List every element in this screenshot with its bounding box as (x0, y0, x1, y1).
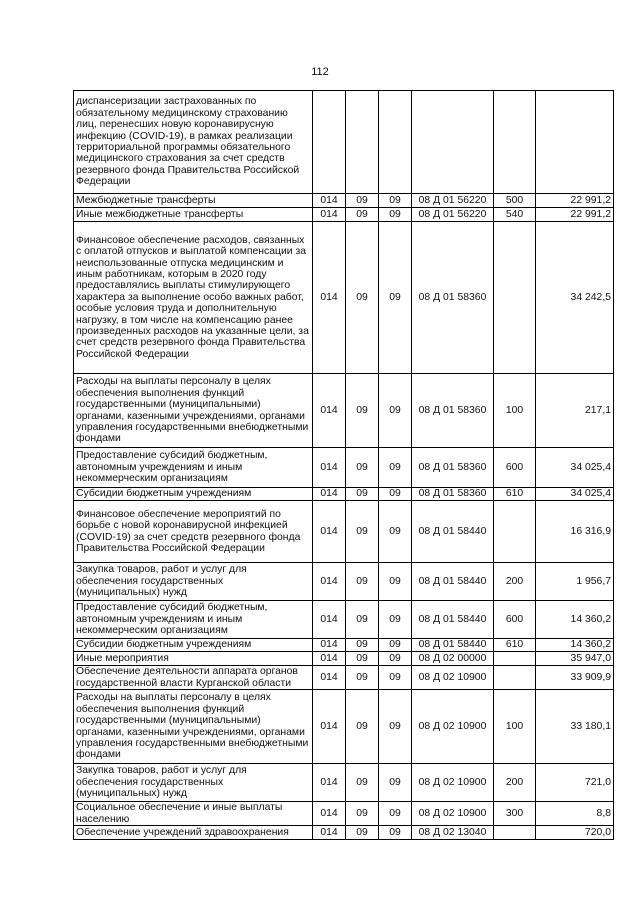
row-name-cell: Расходы на выплаты персоналу в целях обеспечения выполнения функций государственными (муниципальными) органами, казенными учреждениями, органами управления государственными внебюджетными фондами (74, 374, 313, 448)
row-name-cell: Закупка товаров, работ и услуг для обеспечения государственных (муниципальных) нужд (74, 563, 313, 601)
row-name-cell: Предоставление субсидий бюджетным, автономным учреждениям и иным некоммерческим организациям (74, 601, 313, 639)
amount-cell: 14 360,2 (536, 639, 614, 652)
expense-type-code-cell: 610 (494, 639, 536, 652)
amount-cell: 35 947,0 (536, 652, 614, 666)
row-name-cell: Межбюджетные трансферты (74, 194, 313, 208)
ministry-code-cell: 014 (313, 194, 346, 208)
ministry-code-cell: 014 (313, 448, 346, 488)
subsection-code-cell: 09 (379, 666, 412, 690)
amount-cell: 16 316,9 (536, 501, 614, 563)
target-article-code-cell: 08 Д 01 58440 (412, 601, 494, 639)
ministry-code-cell: 014 (313, 208, 346, 222)
row-name-cell: Субсидии бюджетным учреждениям (74, 639, 313, 652)
ministry-code-cell: 014 (313, 501, 346, 563)
row-name-cell: Предоставление субсидий бюджетным, автономным учреждениям и иным некоммерческим организациям (74, 448, 313, 488)
amount-cell: 721,0 (536, 764, 614, 802)
target-article-code-cell: 08 Д 02 13040 (412, 826, 494, 840)
section-code-cell: 09 (346, 764, 379, 802)
subsection-code-cell: 09 (379, 374, 412, 448)
expense-type-code-cell (494, 91, 536, 194)
ministry-code-cell: 014 (313, 222, 346, 374)
ministry-code-cell: 014 (313, 652, 346, 666)
target-article-code-cell: 08 Д 01 56220 (412, 208, 494, 222)
expense-type-code-cell (494, 826, 536, 840)
target-article-code-cell: 08 Д 01 58440 (412, 639, 494, 652)
subsection-code-cell: 09 (379, 501, 412, 563)
expense-type-code-cell: 540 (494, 208, 536, 222)
row-name-cell: Финансовое обеспечение расходов, связанных с оплатой отпусков и выплатой компенсации за неиспользованные отпуска медицинским и иным работникам, которым в 2020 году предоставлялись выплаты стимулирующего характера за выполнение особо важных работ, особые условия труда и дополнительную нагрузку, в том числе на компенсацию ранее произведенных расходов на указанные цели, за счет средств резервного фонда Правительства Российской Федерации (74, 222, 313, 374)
section-code-cell: 09 (346, 222, 379, 374)
section-code-cell: 09 (346, 652, 379, 666)
row-name-cell: диспансеризации застрахованных по обязательному медицинскому страхованию лиц, перенесших новую коронавирусную инфекцию (COVID-19), в рамках реализации территориальной программы обязательного медицинского страхования за счет средств резервного фонда Правительства Российской Федерации (74, 91, 313, 194)
target-article-code-cell: 08 Д 01 58360 (412, 374, 494, 448)
amount-cell: 14 360,2 (536, 601, 614, 639)
subsection-code-cell: 09 (379, 690, 412, 764)
amount-cell: 33 909,9 (536, 666, 614, 690)
amount-cell: 8,8 (536, 802, 614, 826)
section-code-cell: 09 (346, 501, 379, 563)
expense-type-code-cell (494, 501, 536, 563)
section-code-cell: 09 (346, 374, 379, 448)
section-code-cell: 09 (346, 194, 379, 208)
table-row (74, 501, 614, 563)
table-row (74, 690, 614, 764)
expense-type-code-cell: 600 (494, 448, 536, 488)
target-article-code-cell: 08 Д 02 10900 (412, 690, 494, 764)
amount-cell: 1 956,7 (536, 563, 614, 601)
budget-table (73, 90, 614, 840)
section-code-cell: 09 (346, 639, 379, 652)
table-row (74, 374, 614, 448)
target-article-code-cell: 08 Д 02 10900 (412, 666, 494, 690)
subsection-code-cell: 09 (379, 208, 412, 222)
expense-type-code-cell (494, 666, 536, 690)
target-article-code-cell: 08 Д 01 58360 (412, 448, 494, 488)
row-name-cell: Обеспечение деятельности аппарата органов государственной власти Курганской области (74, 666, 313, 690)
amount-cell: 34 025,4 (536, 488, 614, 501)
row-name-cell: Социальное обеспечение и иные выплаты населению (74, 802, 313, 826)
section-code-cell: 09 (346, 802, 379, 826)
section-code-cell: 09 (346, 563, 379, 601)
section-code-cell: 09 (346, 448, 379, 488)
table-row (74, 652, 614, 666)
table-row (74, 448, 614, 488)
expense-type-code-cell (494, 222, 536, 374)
section-code-cell: 09 (346, 208, 379, 222)
table-row (74, 222, 614, 374)
subsection-code-cell: 09 (379, 652, 412, 666)
subsection-code-cell: 09 (379, 448, 412, 488)
subsection-code-cell: 09 (379, 222, 412, 374)
amount-cell: 33 180,1 (536, 690, 614, 764)
ministry-code-cell: 014 (313, 826, 346, 840)
subsection-code-cell: 09 (379, 826, 412, 840)
expense-type-code-cell: 200 (494, 764, 536, 802)
subsection-code-cell: 09 (379, 194, 412, 208)
table-row (74, 666, 614, 690)
table-row (74, 826, 614, 840)
subsection-code-cell: 09 (379, 639, 412, 652)
table-row (74, 639, 614, 652)
target-article-code-cell: 08 Д 02 10900 (412, 802, 494, 826)
row-name-cell: Финансовое обеспечение мероприятий по борьбе с новой коронавирусной инфекцией (COVID-19) за счет средств резервного фонда Правительства Российской Федерации (74, 501, 313, 563)
expense-type-code-cell: 600 (494, 601, 536, 639)
target-article-code-cell: 08 Д 01 58360 (412, 222, 494, 374)
row-name-cell: Расходы на выплаты персоналу в целях обеспечения выполнения функций государственными (муниципальными) органами, казенными учреждениями, органами управления государственными внебюджетными фондами (74, 690, 313, 764)
row-name-cell: Обеспечение учреждений здравоохранения (74, 826, 313, 840)
ministry-code-cell: 014 (313, 690, 346, 764)
expense-type-code-cell: 100 (494, 374, 536, 448)
subsection-code-cell: 09 (379, 488, 412, 501)
expense-type-code-cell: 300 (494, 802, 536, 826)
table-row (74, 802, 614, 826)
row-name-cell: Закупка товаров, работ и услуг для обеспечения государственных (муниципальных) нужд (74, 764, 313, 802)
subsection-code-cell: 09 (379, 764, 412, 802)
table-row (74, 208, 614, 222)
amount-cell: 720,0 (536, 826, 614, 840)
ministry-code-cell: 014 (313, 374, 346, 448)
target-article-code-cell (412, 91, 494, 194)
row-name-cell: Субсидии бюджетным учреждениям (74, 488, 313, 501)
expense-type-code-cell (494, 652, 536, 666)
budget-table-body (74, 91, 614, 840)
ministry-code-cell: 014 (313, 639, 346, 652)
page-number: 112 (311, 66, 329, 78)
table-row (74, 91, 614, 194)
row-name-cell: Иные мероприятия (74, 652, 313, 666)
table-row (74, 764, 614, 802)
section-code-cell: 09 (346, 488, 379, 501)
amount-cell: 34 242,5 (536, 222, 614, 374)
section-code-cell: 09 (346, 826, 379, 840)
target-article-code-cell: 08 Д 01 58360 (412, 488, 494, 501)
table-row (74, 194, 614, 208)
expense-type-code-cell: 610 (494, 488, 536, 501)
ministry-code-cell: 014 (313, 802, 346, 826)
row-name-cell: Иные межбюджетные трансферты (74, 208, 313, 222)
subsection-code-cell (379, 91, 412, 194)
amount-cell (536, 91, 614, 194)
target-article-code-cell: 08 Д 01 58440 (412, 563, 494, 601)
target-article-code-cell: 08 Д 01 58440 (412, 501, 494, 563)
section-code-cell (346, 91, 379, 194)
ministry-code-cell: 014 (313, 764, 346, 802)
target-article-code-cell: 08 Д 02 10900 (412, 764, 494, 802)
target-article-code-cell: 08 Д 01 56220 (412, 194, 494, 208)
amount-cell: 217,1 (536, 374, 614, 448)
expense-type-code-cell: 200 (494, 563, 536, 601)
target-article-code-cell: 08 Д 02 00000 (412, 652, 494, 666)
amount-cell: 34 025,4 (536, 448, 614, 488)
table-row (74, 601, 614, 639)
amount-cell: 22 991,2 (536, 208, 614, 222)
ministry-code-cell: 014 (313, 488, 346, 501)
ministry-code-cell: 014 (313, 601, 346, 639)
subsection-code-cell: 09 (379, 563, 412, 601)
amount-cell: 22 991,2 (536, 194, 614, 208)
table-row (74, 488, 614, 501)
ministry-code-cell: 014 (313, 563, 346, 601)
expense-type-code-cell: 100 (494, 690, 536, 764)
ministry-code-cell: 014 (313, 666, 346, 690)
subsection-code-cell: 09 (379, 802, 412, 826)
table-row (74, 563, 614, 601)
section-code-cell: 09 (346, 666, 379, 690)
expense-type-code-cell: 500 (494, 194, 536, 208)
section-code-cell: 09 (346, 601, 379, 639)
ministry-code-cell (313, 91, 346, 194)
section-code-cell: 09 (346, 690, 379, 764)
subsection-code-cell: 09 (379, 601, 412, 639)
